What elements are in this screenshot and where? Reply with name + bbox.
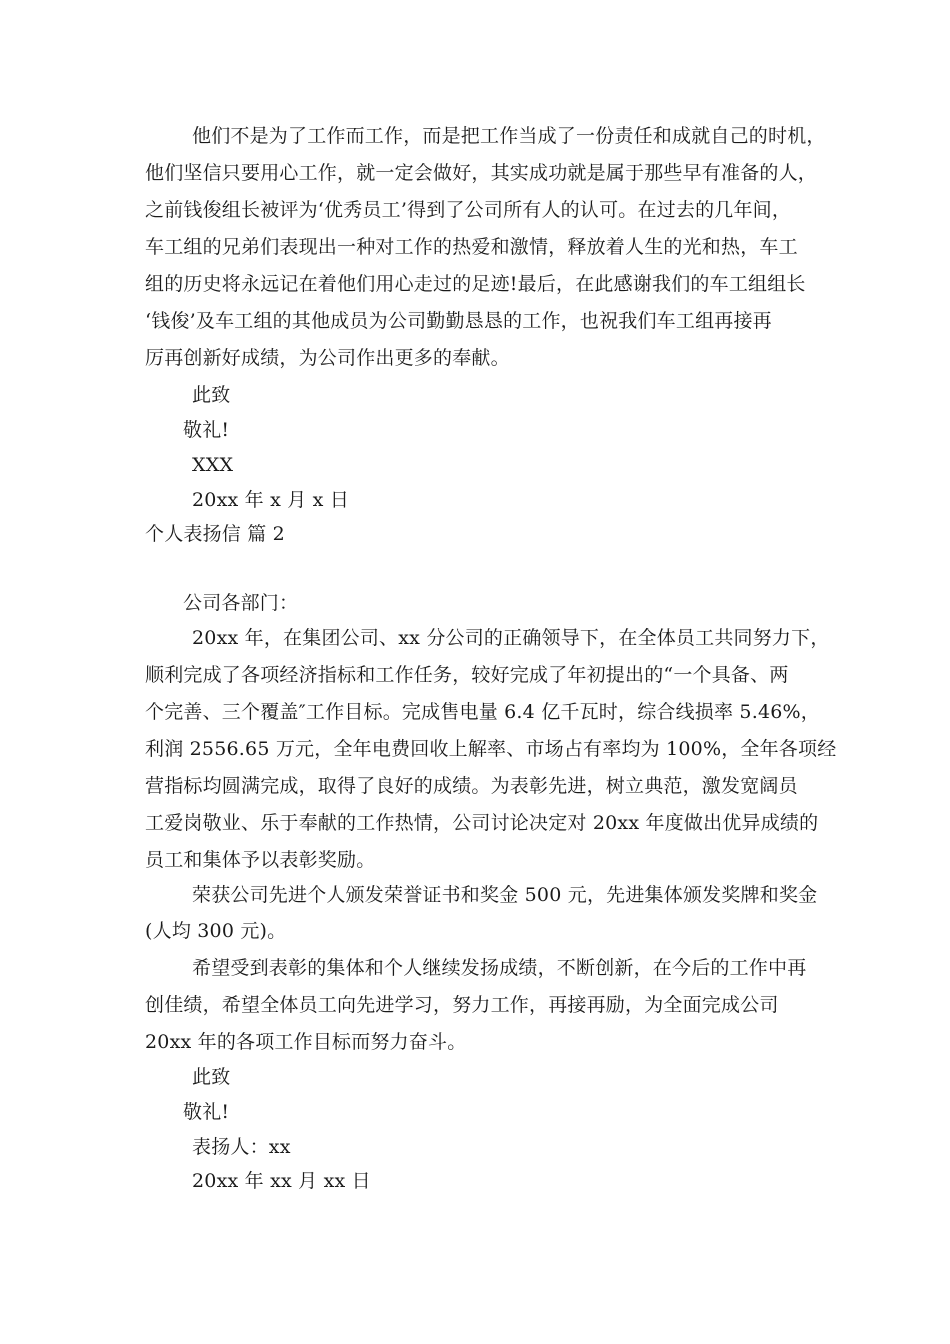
- paragraph-line: 荣获公司先进个人颁发荣誉证书和奖金 500 元，先进集体颁发奖牌和奖金: [192, 884, 818, 906]
- paragraph-line: 顺利完成了各项经济指标和工作任务，较好完成了年初提出的“一个具备、两: [145, 664, 789, 686]
- signer-name: XXX: [192, 454, 234, 476]
- paragraph-line: 车工组的兄弟们表现出一种对工作的热爱和激情，释放着人生的光和热，车工: [145, 236, 798, 258]
- paragraph-line: (人均 300 元)。: [145, 920, 287, 942]
- paragraph-line: 他们不是为了工作而工作，而是把工作当成了一份责任和成就自己的时机，: [192, 125, 826, 147]
- paragraph-line: 员工和集体予以表彰奖励。: [145, 849, 376, 871]
- paragraph-line: 之前钱俊组长被评为‘优秀员工’得到了公司所有人的认可。在过去的几年间，: [145, 199, 792, 221]
- closing-salute: 敬礼!: [183, 419, 230, 441]
- paragraph-line: 20xx 年的各项工作目标而努力奋斗。: [145, 1031, 467, 1053]
- paragraph-line: 个完善、三个覆盖″工作目标。完成售电量 6.4 亿千瓦时，综合线损率 5.46%，: [145, 701, 820, 723]
- closing-regards: 此致: [192, 1066, 231, 1088]
- closing-salute: 敬礼!: [183, 1101, 230, 1123]
- paragraph-line: 利润 2556.65 万元，全年电费回收上解率、市场占有率均为 100%，全年各项经: [145, 738, 837, 760]
- paragraph-line: 20xx 年，在集团公司、xx 分公司的正确领导下，在全体员工共同努力下，: [192, 627, 830, 649]
- paragraph-line: 营指标均圆满完成，取得了良好的成绩。为表彰先进，树立典范，激发宽阔员: [145, 775, 798, 797]
- paragraph-line: 创佳绩，希望全体员工向先进学习，努力工作，再接再励，为全面完成公司: [145, 994, 779, 1016]
- salutation: 公司各部门：: [183, 592, 299, 614]
- letter-date: 20xx 年 xx 月 xx 日: [192, 1170, 371, 1192]
- signer-name: 表扬人：xx: [192, 1136, 291, 1158]
- section-title: 个人表扬信 篇 2: [145, 523, 285, 545]
- paragraph-line: ‘钱俊’及车工组的其他成员为公司勤勤恳恳的工作，也祝我们车工组再接再: [145, 310, 772, 332]
- closing-regards: 此致: [192, 384, 231, 406]
- paragraph-line: 工爱岗敬业、乐于奉献的工作热情，公司讨论决定对 20xx 年度做出优异成绩的: [145, 812, 819, 834]
- paragraph-line: 他们坚信只要用心工作，就一定会做好，其实成功就是属于那些早有准备的人，: [145, 162, 818, 184]
- paragraph-line: 厉再创新好成绩，为公司作出更多的奉献。: [145, 347, 510, 369]
- paragraph-line: 希望受到表彰的集体和个人继续发扬成绩，不断创新，在今后的工作中再: [192, 957, 807, 979]
- letter-date: 20xx 年 x 月 x 日: [192, 489, 350, 511]
- paragraph-line: 组的历史将永远记在着他们用心走过的足迹!最后，在此感谢我们的车工组组长: [145, 273, 806, 295]
